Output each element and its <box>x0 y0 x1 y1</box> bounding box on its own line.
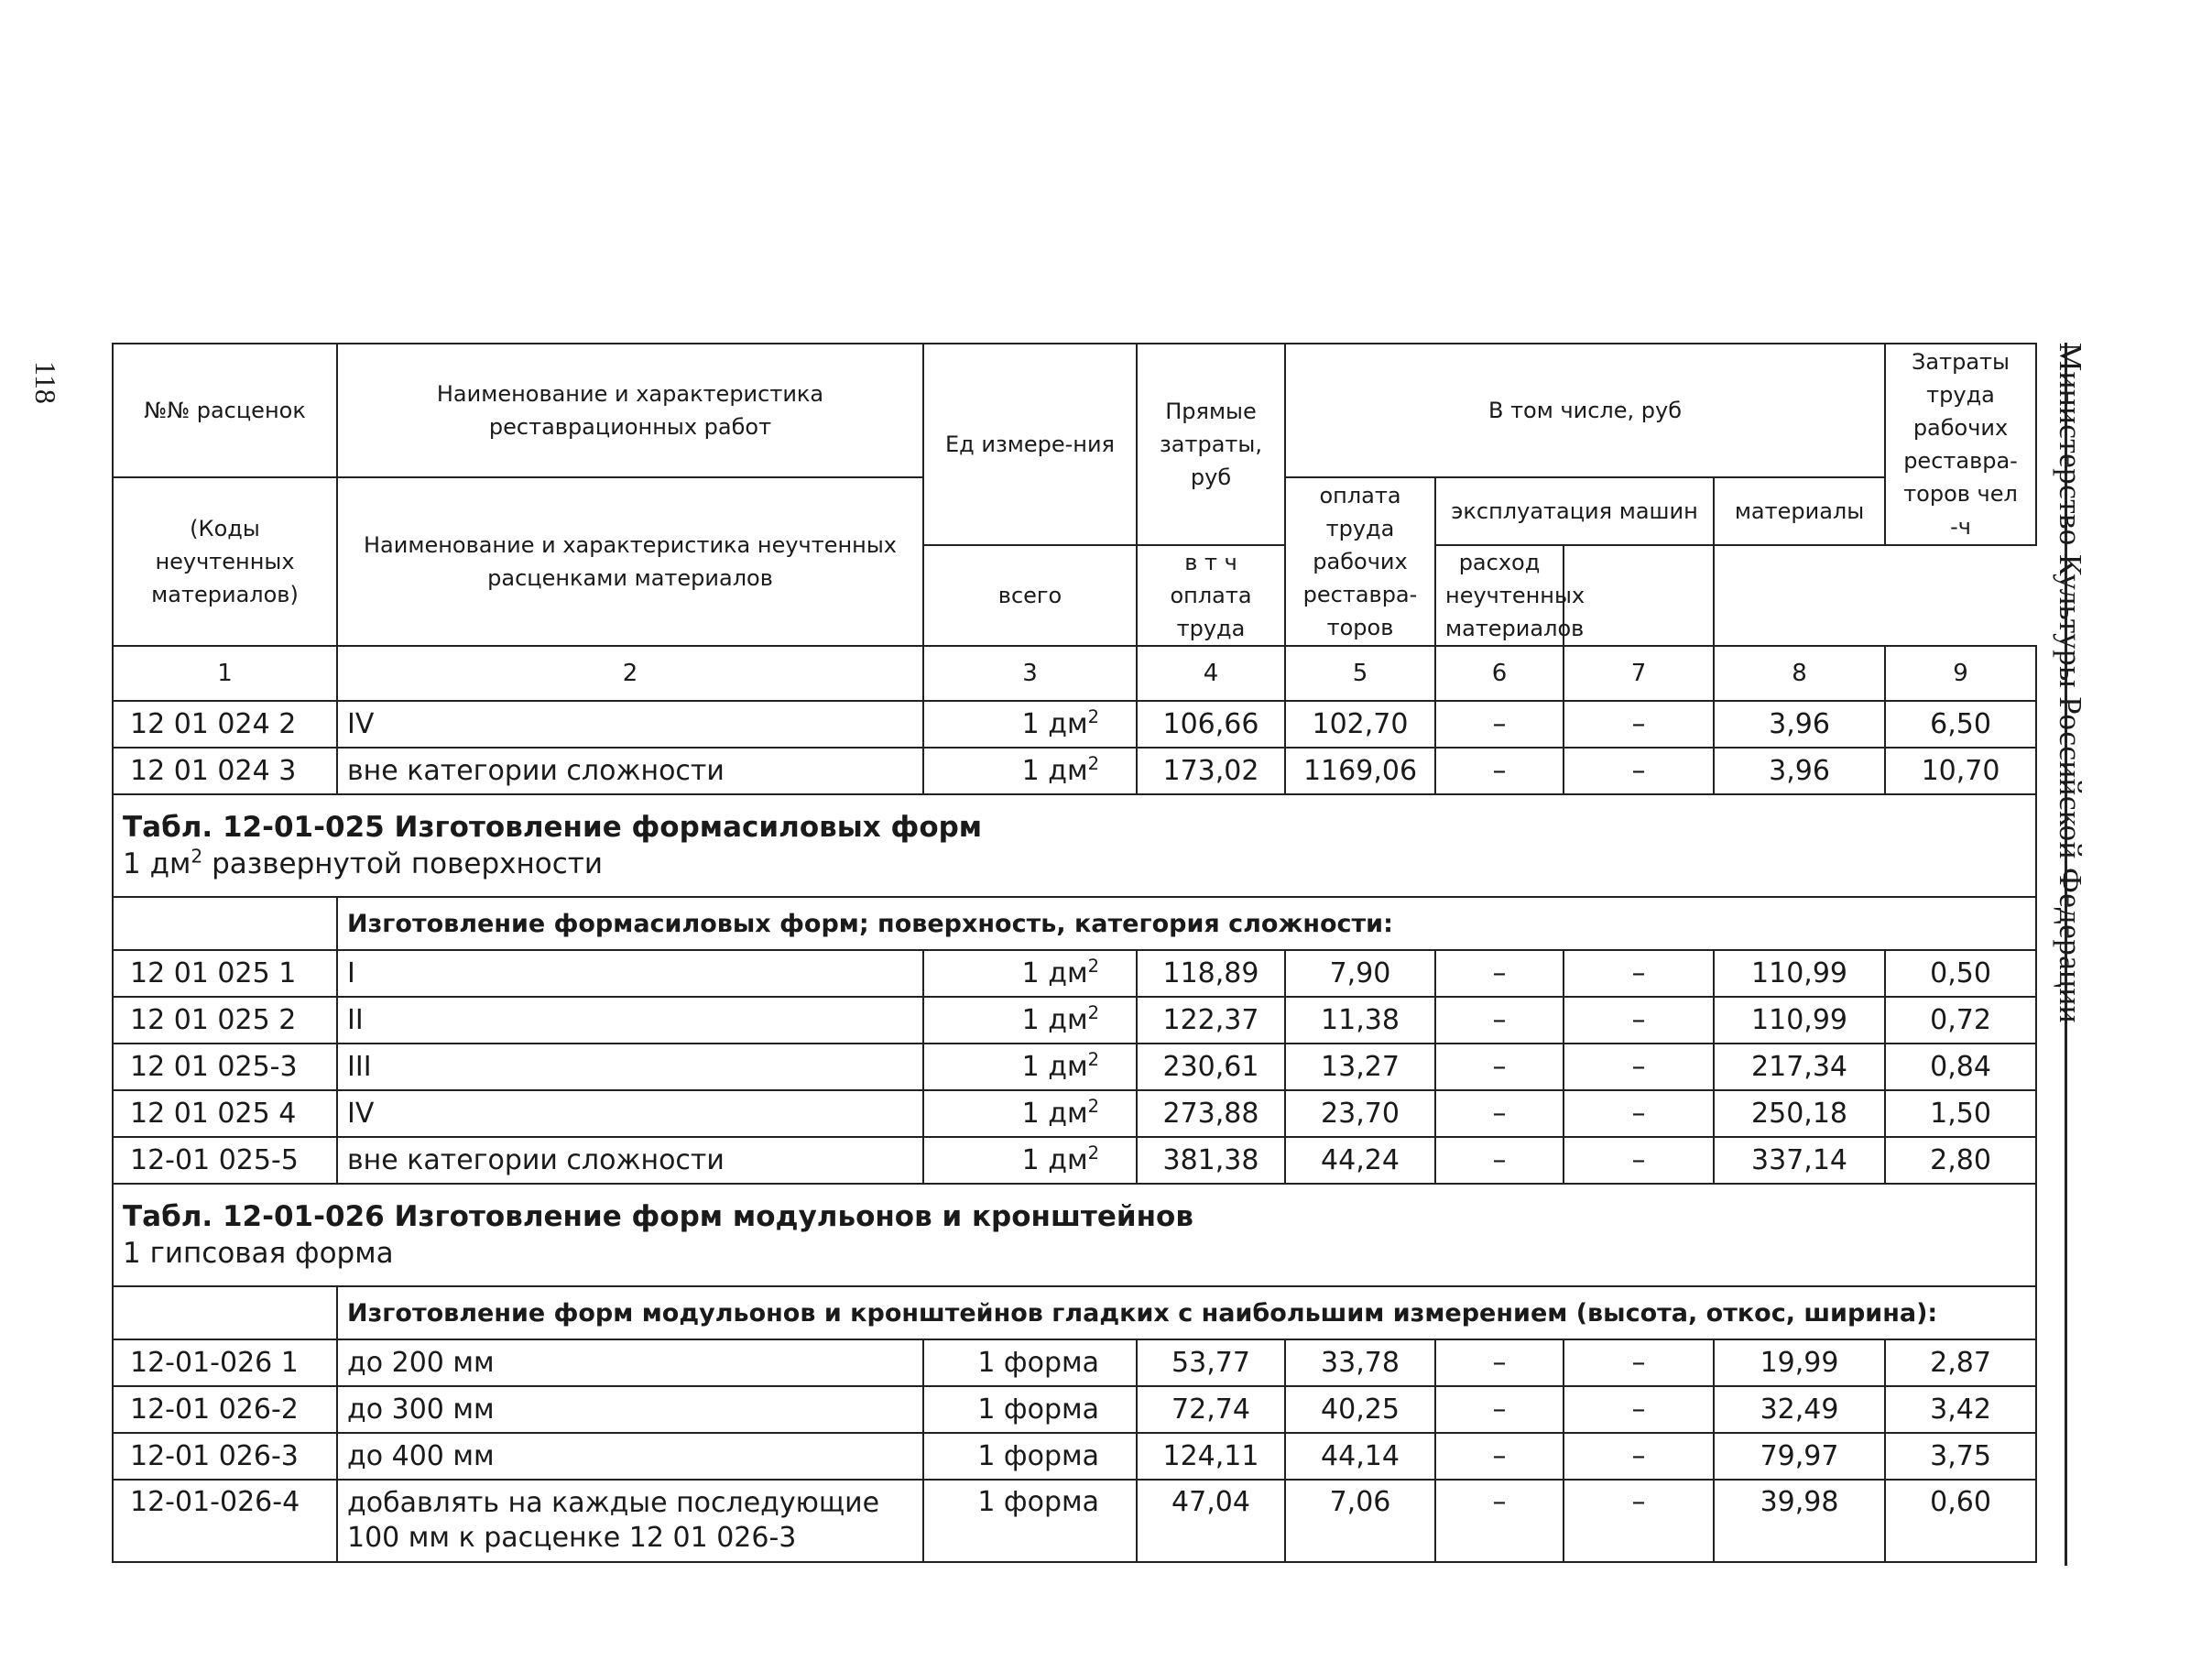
section-026-heading <box>113 1184 2036 1286</box>
rows-table-026 <box>113 1339 2036 1562</box>
machines-labor: – <box>1564 1386 1714 1433</box>
machines-labor: – <box>1564 1137 1714 1184</box>
machines-labor: – <box>1564 1480 1714 1562</box>
table-row <box>113 950 2036 997</box>
direct-costs: 173,02 <box>1137 748 1285 794</box>
rates-table <box>112 343 2037 1563</box>
header-labor-hours-cont <box>1564 545 1714 646</box>
section-025-title: Табл. 12-01-025 Изготовление формасиловых форм <box>123 811 983 844</box>
materials-cost: 79,97 <box>1714 1433 1885 1480</box>
table-row <box>113 1480 2036 1562</box>
header-machines: эксплуатация машин <box>1435 477 1714 545</box>
machines-labor: – <box>1564 1044 1714 1090</box>
subheader-empty-cell <box>113 1286 337 1339</box>
table-row <box>113 1433 2036 1480</box>
materials-cost: 110,99 <box>1714 950 1885 997</box>
table-row <box>113 1339 2036 1386</box>
direct-costs: 47,04 <box>1137 1480 1285 1562</box>
rate-unit: 1 $дм^2$ <box>923 1044 1137 1090</box>
machines-total: – <box>1435 997 1564 1044</box>
direct-costs: 118,89 <box>1137 950 1285 997</box>
header-unit: Ед измере-ния <box>923 344 1137 545</box>
table-row <box>113 701 2036 748</box>
rate-code: 12 01 025-3 <box>113 1044 337 1090</box>
header-machines-total: всего <box>923 545 1137 646</box>
rate-unit: 1 $дм^2$ <box>923 950 1137 997</box>
col-number: 1 <box>113 646 337 701</box>
labor-pay: 7,90 <box>1285 950 1435 997</box>
col-number: 2 <box>337 646 923 701</box>
section-026-unit: 1 гипсовая форма <box>123 1237 394 1270</box>
header-labor-pay: оплата труда рабочих реставра-торов <box>1285 477 1435 646</box>
header-name-top: Наименование и характеристика реставрационных работ <box>337 344 923 477</box>
machines-labor: – <box>1564 997 1714 1044</box>
labor-pay: 11,38 <box>1285 997 1435 1044</box>
machines-total: – <box>1435 1339 1564 1386</box>
rate-code: 12-01 025-5 <box>113 1137 337 1184</box>
rate-name: до 300 мм <box>337 1386 923 1433</box>
subheader-empty-cell <box>113 897 337 950</box>
rate-unit: 1 форма <box>923 1480 1137 1562</box>
labor-hours: 2,80 <box>1885 1137 2036 1184</box>
labor-pay: 44,24 <box>1285 1137 1435 1184</box>
rate-name: I <box>337 950 923 997</box>
rate-unit: 1 $дм^2$ <box>923 748 1137 794</box>
labor-hours: 3,75 <box>1885 1433 2036 1480</box>
header-name-bottom: Наименование и характеристика неучтенных расценками материалов <box>337 477 923 646</box>
machines-total: – <box>1435 1044 1564 1090</box>
rows-table-025 <box>113 950 2036 1184</box>
rate-name: III <box>337 1044 923 1090</box>
machines-total: – <box>1435 748 1564 794</box>
header-machines-labor: в т ч оплата труда <box>1137 545 1285 646</box>
machines-labor: – <box>1564 1339 1714 1386</box>
machines-labor: – <box>1564 950 1714 997</box>
direct-costs: 122,37 <box>1137 997 1285 1044</box>
rate-unit: 1 форма <box>923 1433 1137 1480</box>
rate-code: 12 01 025 4 <box>113 1090 337 1137</box>
labor-pay: 40,25 <box>1285 1386 1435 1433</box>
table-row <box>113 748 2036 794</box>
section-026-subheader: Изготовление форм модульонов и кронштейнов гладких с наибольшим измерением (высота, откос, ширина): <box>337 1286 2036 1339</box>
rate-unit: 1 форма <box>923 1339 1137 1386</box>
header-including: В том числе, руб <box>1285 344 1885 477</box>
header-code-bottom: (Коды неучтенных материалов) <box>113 477 337 646</box>
materials-cost: 19,99 <box>1714 1339 1885 1386</box>
labor-hours: 2,87 <box>1885 1339 2036 1386</box>
machines-total: – <box>1435 1137 1564 1184</box>
rate-name: IV <box>337 701 923 748</box>
section-026 <box>113 1184 2036 1339</box>
labor-pay: 7,06 <box>1285 1480 1435 1562</box>
table-row <box>113 1044 2036 1090</box>
col-number: 9 <box>1885 646 2036 701</box>
rate-code: 12-01-026 1 <box>113 1339 337 1386</box>
materials-cost: 39,98 <box>1714 1480 1885 1562</box>
table-header <box>113 344 2036 701</box>
rate-unit: 1 $дм^2$ <box>923 997 1137 1044</box>
section-025-subheader: Изготовление формасиловых форм; поверхность, категория сложности: <box>337 897 2036 950</box>
direct-costs: 273,88 <box>1137 1090 1285 1137</box>
labor-hours: 10,70 <box>1885 748 2036 794</box>
materials-cost: 337,14 <box>1714 1137 1885 1184</box>
rate-unit: 1 $дм^2$ <box>923 1137 1137 1184</box>
machines-total: – <box>1435 1090 1564 1137</box>
rate-code: 12 01 024 3 <box>113 748 337 794</box>
table-row <box>113 1090 2036 1137</box>
machines-labor: – <box>1564 748 1714 794</box>
rate-code: 12 01 025 1 <box>113 950 337 997</box>
page-number: 118 <box>29 360 62 404</box>
materials-cost: 217,34 <box>1714 1044 1885 1090</box>
labor-pay: 44,14 <box>1285 1433 1435 1480</box>
materials-cost: 110,99 <box>1714 997 1885 1044</box>
header-labor-hours: Затраты труда рабочих реставра-торов чел -ч <box>1885 344 2036 545</box>
header-code-top: №№ расценок <box>113 344 337 477</box>
labor-hours: 0,72 <box>1885 997 2036 1044</box>
labor-hours: 6,50 <box>1885 701 2036 748</box>
rate-code: 12-01 026-2 <box>113 1386 337 1433</box>
rate-name: до 400 мм <box>337 1433 923 1480</box>
rate-code: 12-01-026-4 <box>113 1480 337 1562</box>
materials-cost: 3,96 <box>1714 701 1885 748</box>
labor-hours: 0,60 <box>1885 1480 2036 1562</box>
rate-name: добавлять на каждые последующие 100 мм к расценке 12 01 026-3 <box>337 1480 923 1562</box>
machines-total: – <box>1435 1386 1564 1433</box>
rate-name: вне категории сложности <box>337 748 923 794</box>
column-numbers-row <box>113 646 2036 701</box>
section-025 <box>113 794 2036 950</box>
machines-labor: – <box>1564 1433 1714 1480</box>
rate-name: II <box>337 997 923 1044</box>
direct-costs: 106,66 <box>1137 701 1285 748</box>
labor-pay: 13,27 <box>1285 1044 1435 1090</box>
machines-labor: – <box>1564 701 1714 748</box>
col-number: 4 <box>1137 646 1285 701</box>
rows-table-024 <box>113 701 2036 794</box>
direct-costs: 124,11 <box>1137 1433 1285 1480</box>
rate-name: IV <box>337 1090 923 1137</box>
col-number: 6 <box>1435 646 1564 701</box>
labor-pay: 23,70 <box>1285 1090 1435 1137</box>
section-026-title: Табл. 12-01-026 Изготовление форм модульонов и кронштейнов <box>123 1200 1193 1233</box>
table-row <box>113 1386 2036 1433</box>
materials-cost: 32,49 <box>1714 1386 1885 1433</box>
labor-hours: 1,50 <box>1885 1090 2036 1137</box>
col-number: 5 <box>1285 646 1435 701</box>
machines-total: – <box>1435 950 1564 997</box>
rate-code: 12 01 025 2 <box>113 997 337 1044</box>
col-number: 7 <box>1564 646 1714 701</box>
header-direct-costs: Прямые затраты, руб <box>1137 344 1285 545</box>
labor-pay: 1169,06 <box>1285 748 1435 794</box>
machines-total: – <box>1435 1433 1564 1480</box>
table-row <box>113 997 2036 1044</box>
col-number: 8 <box>1714 646 1885 701</box>
labor-hours: 3,42 <box>1885 1386 2036 1433</box>
rate-name: до 200 мм <box>337 1339 923 1386</box>
rate-unit: 1 $дм^2$ <box>923 1090 1137 1137</box>
machines-total: – <box>1435 701 1564 748</box>
machines-labor: – <box>1564 1090 1714 1137</box>
section-025-unit: 1 $дм^2$ развернутой поверхности <box>123 845 603 880</box>
labor-hours: 0,50 <box>1885 950 2036 997</box>
materials-cost: 250,18 <box>1714 1090 1885 1137</box>
ministry-side-title: Министерство Культуры Российской Федерации <box>2053 343 2088 1023</box>
direct-costs: 53,77 <box>1137 1339 1285 1386</box>
labor-pay: 33,78 <box>1285 1339 1435 1386</box>
materials-cost: 3,96 <box>1714 748 1885 794</box>
section-025-heading <box>113 794 2036 897</box>
direct-costs: 381,38 <box>1137 1137 1285 1184</box>
rate-code: 12 01 024 2 <box>113 701 337 748</box>
rate-name: вне категории сложности <box>337 1137 923 1184</box>
header-materials-sub: расход неучтенных материалов <box>1435 545 1564 646</box>
direct-costs: 72,74 <box>1137 1386 1285 1433</box>
table-row <box>113 1137 2036 1184</box>
labor-pay: 102,70 <box>1285 701 1435 748</box>
rate-code: 12-01 026-3 <box>113 1433 337 1480</box>
machines-total: – <box>1435 1480 1564 1562</box>
header-materials: материалы <box>1714 477 1885 545</box>
rate-unit: 1 форма <box>923 1386 1137 1433</box>
labor-hours: 0,84 <box>1885 1044 2036 1090</box>
direct-costs: 230,61 <box>1137 1044 1285 1090</box>
col-number: 3 <box>923 646 1137 701</box>
rate-unit: 1 $дм^2$ <box>923 701 1137 748</box>
